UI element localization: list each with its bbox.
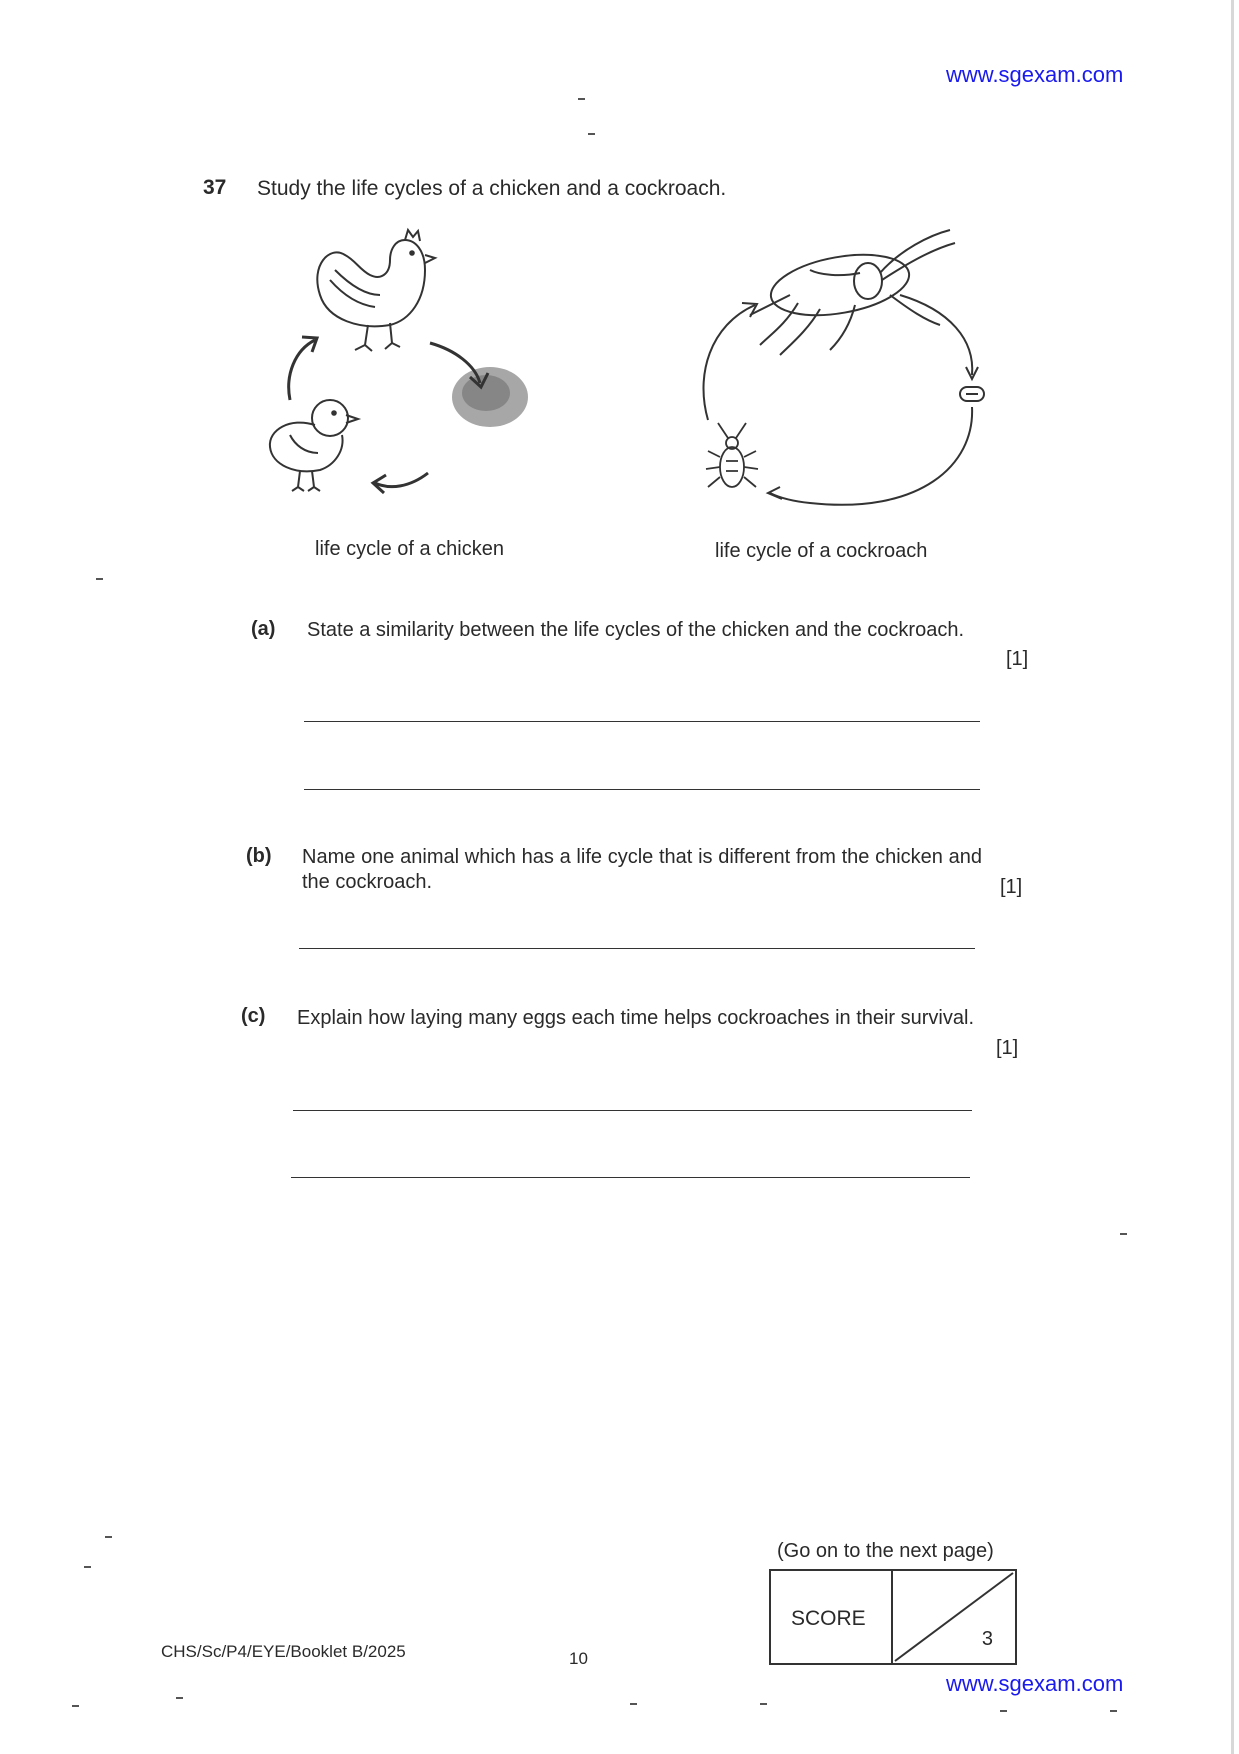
footer-url[interactable]: www.sgexam.com: [946, 1671, 1124, 1696]
scan-mark: [1120, 1233, 1127, 1235]
scan-mark: [72, 1705, 79, 1707]
score-label: SCORE: [791, 1607, 866, 1630]
cockroach-life-cycle-diagram: [690, 225, 1020, 525]
part-b-label: (b): [246, 845, 272, 867]
booklet-code: CHS/Sc/P4/EYE/Booklet B/2025: [161, 1642, 406, 1661]
scan-mark: [96, 578, 103, 580]
part-b-answer-line-1[interactable]: [299, 948, 975, 949]
part-a-label: (a): [251, 618, 276, 640]
chicken-life-cycle-diagram: [250, 225, 550, 515]
part-b-marks: [1]: [1000, 876, 1023, 898]
question-text: Study the life cycles of a chicken and a cockroach.: [257, 177, 727, 200]
part-c-text: Explain how laying many eggs each time helps cockroaches in their survival.: [297, 1007, 975, 1029]
hen-illustration: [317, 230, 435, 351]
cycle-arrows: [703, 295, 978, 505]
chicken-caption: life cycle of a chicken: [315, 538, 504, 560]
scan-edge: [1231, 0, 1234, 1754]
header-url[interactable]: www.sgexam.com: [946, 62, 1124, 87]
part-c-answer-line-2[interactable]: [291, 1177, 970, 1178]
part-b-text: Name one animal which has a life cycle that is different from the chicken and the cockroach.: [302, 846, 982, 893]
score-diagonal: [893, 1571, 1015, 1663]
go-on-note: (Go on to the next page): [777, 1540, 994, 1562]
scan-mark: [578, 98, 585, 100]
part-a-text: State a similarity between the life cycles of the chicken and the cockroach.: [307, 619, 965, 641]
part-c-marks: [1]: [996, 1037, 1019, 1059]
chick-illustration: [270, 400, 358, 491]
egg-case-illustration: [960, 387, 984, 401]
page-number: 10: [569, 1649, 588, 1668]
score-value: 3: [981, 1628, 993, 1650]
scan-mark: [84, 1566, 91, 1568]
scan-mark: [1110, 1710, 1117, 1712]
scan-mark: [588, 133, 595, 135]
part-a-answer-line-2[interactable]: [304, 789, 980, 790]
adult-cockroach-illustration: [750, 230, 955, 355]
scan-mark: [630, 1703, 637, 1705]
part-c-answer-line-1[interactable]: [293, 1110, 972, 1111]
part-a-answer-line-1[interactable]: [304, 721, 980, 722]
scan-mark: [760, 1703, 767, 1705]
cockroach-caption: life cycle of a cockroach: [715, 540, 928, 562]
part-c-label: (c): [241, 1005, 266, 1027]
question-number: 37: [203, 176, 227, 199]
scan-mark: [1000, 1710, 1007, 1712]
scan-mark: [105, 1536, 112, 1538]
egg-illustration: [452, 367, 528, 427]
part-a-marks: [1]: [1006, 648, 1029, 670]
scan-mark: [176, 1697, 183, 1699]
score-box: [769, 1569, 1017, 1665]
nymph-illustration: [706, 423, 758, 487]
